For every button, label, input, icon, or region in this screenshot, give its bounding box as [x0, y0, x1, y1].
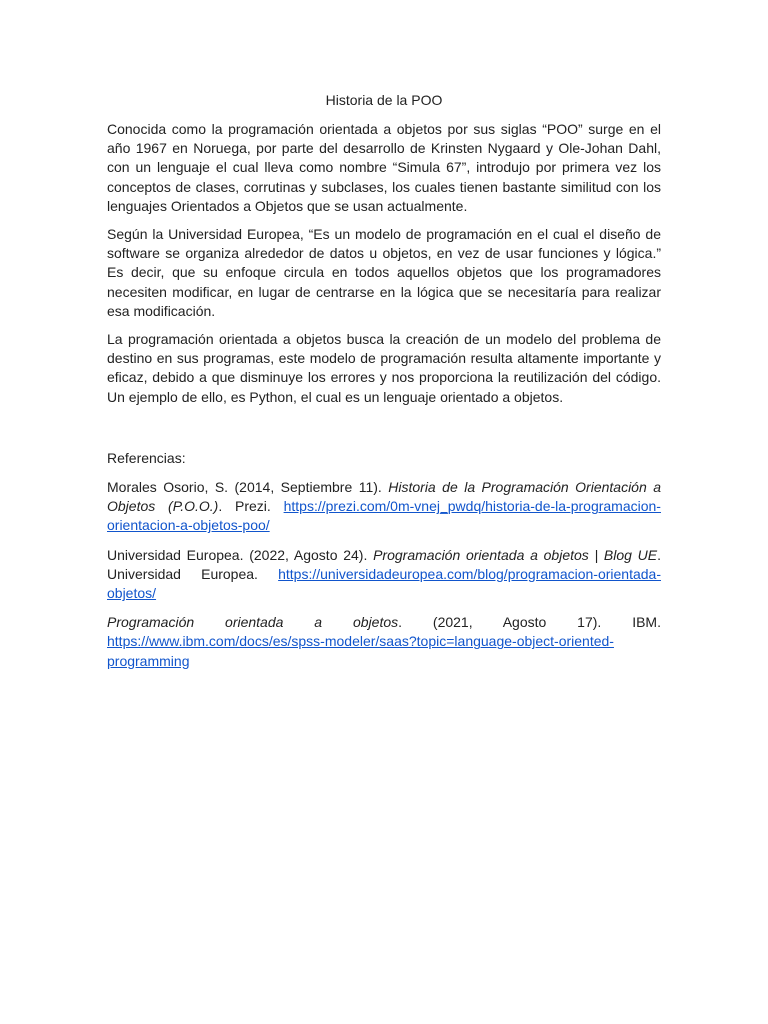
reference-link[interactable]: https://www.ibm.com/docs/es/spss-modeler/saas?topic=language-object-oriented-programming — [107, 633, 614, 669]
reference-3 — [107, 613, 661, 671]
reference-publisher: . Prezi. — [218, 498, 284, 515]
reference-publisher: . Universidad Europea. — [107, 546, 662, 582]
references-heading: Referencias: — [107, 449, 186, 466]
reference-2 — [107, 546, 661, 604]
reference-link[interactable]: https://prezi.com/0m-vnej_pwdq/historia-de-la-programacion-orientacion-a-objetos-poo/ — [107, 498, 661, 534]
reference-1 — [107, 478, 661, 536]
reference-title: Programación orientada a objetos | Blog UE — [373, 546, 658, 563]
reference-publisher: . (2021, Agosto 17). IBM. — [398, 614, 661, 631]
reference-author-date: Universidad Europea. (2022, Agosto 24). — [107, 546, 374, 563]
reference-title: Historia de la Programación Orientación a Objetos (P.O.O.) — [107, 479, 662, 515]
document-title: Historia de la POO — [325, 92, 443, 108]
spacer — [107, 416, 661, 449]
reference-link[interactable]: https://universidadeuropea.com/blog/programacion-orientada-objetos/ — [107, 565, 661, 602]
reference-title: Programación orientada a objetos — [107, 614, 399, 631]
paragraph-2: Según la Universidad Europea, “Es un modelo de programación en el cual el diseño de software se organiza alrededor de datos u objetos, en vez de usar funciones y lógica.” Es decir, que su enfoque circula en todos aquellos objetos que los programadores necesiten modificar, en lugar de centrarse en la lógica que se necesitaría para realizar esa modificación. — [107, 226, 661, 319]
paragraph-3: La programación orientada a objetos busca la creación de un modelo del problema de destino en sus programas, este modelo de programación resulta altamente importante y eficaz, debido a que disminuye los errores y nos proporciona la reutilización del código. Un ejemplo de ello, es Python, el cual es un lenguaje orientado a objetos. — [107, 331, 661, 405]
paragraph-1: Conocida como la programación orientada a objetos por sus siglas “POO” surge en el año 1967 en Noruega, por parte del desarrollo de Krinsten Nygaard y Ole-Johan Dahl, con un lenguaje el cual lleva como nombre “Simula 67”, introdujo por primera vez los conceptos de clases, corrutinas y subclases, los cuales tienen bastante similitud con los lenguajes Orientados a Objetos que se usan actualmente. — [107, 121, 661, 214]
reference-author-date: Morales Osorio, S. (2014, Septiembre 11). — [107, 479, 389, 496]
